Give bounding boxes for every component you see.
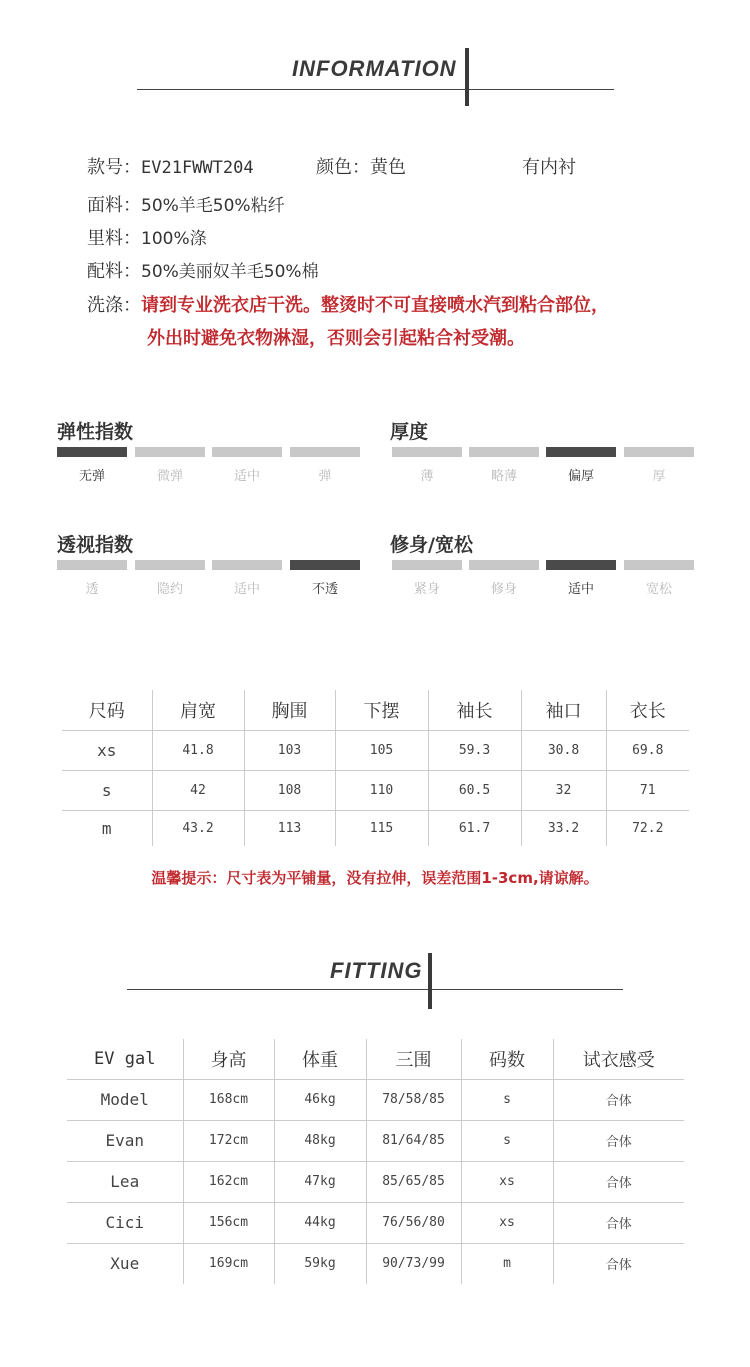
fitting-table-row xyxy=(67,1243,684,1284)
size-cell: 69.8 xyxy=(606,730,689,770)
size-cell: 113 xyxy=(244,810,335,846)
scale-segment xyxy=(392,447,462,457)
style-number-label: 款号： xyxy=(87,157,141,178)
scale-option: 弹 xyxy=(318,469,332,484)
fitting-heading-rule xyxy=(127,989,623,990)
fitting-header-cell: 身高 xyxy=(183,1039,274,1079)
fitting-cell: 172cm xyxy=(183,1120,274,1161)
information-heading-bar xyxy=(465,48,469,106)
scale-option: 不透 xyxy=(311,582,338,597)
scale-option: 微弹 xyxy=(156,469,183,484)
fitting-header-cell: 码数 xyxy=(461,1039,553,1079)
fitting-cell: 156cm xyxy=(183,1202,274,1243)
fitting-cell: 合体 xyxy=(553,1243,684,1284)
size-cell: 110 xyxy=(335,770,428,810)
fitting-cell: xs xyxy=(461,1161,553,1202)
fitting-heading-bar xyxy=(428,953,432,1009)
lining-value: 100%涤 xyxy=(141,229,207,249)
scale-segment xyxy=(212,560,282,570)
scale-segment xyxy=(624,560,694,570)
fitting-cell: 合体 xyxy=(553,1079,684,1120)
fitting-table xyxy=(67,1039,684,1284)
fitting-cell: 合体 xyxy=(553,1120,684,1161)
fitting-cell: xs xyxy=(461,1202,553,1243)
size-cell: xs xyxy=(62,730,152,770)
scale-option: 隐约 xyxy=(156,582,183,597)
size-header-cell: 尺码 xyxy=(62,690,152,730)
size-table-header xyxy=(62,690,689,730)
fitting-cell: 59kg xyxy=(274,1243,366,1284)
size-cell: 41.8 xyxy=(152,730,244,770)
size-header-cell: 肩宽 xyxy=(152,690,244,730)
color-value: 黄色 xyxy=(370,157,406,178)
size-cell: 59.3 xyxy=(428,730,521,770)
scale-option: 薄 xyxy=(420,469,434,484)
scale-option: 宽松 xyxy=(645,582,672,597)
scale-segment xyxy=(135,560,205,570)
size-cell: 42 xyxy=(152,770,244,810)
size-cell: 108 xyxy=(244,770,335,810)
fitting-cell: 90/73/99 xyxy=(366,1243,461,1284)
scale-option: 透 xyxy=(85,582,99,597)
scale-option: 适中 xyxy=(567,582,594,597)
fitting-cell: Lea xyxy=(67,1161,183,1202)
scale-segment xyxy=(469,560,539,570)
scale-segment xyxy=(469,447,539,457)
fabric-value: 50%羊毛50%粘纤 xyxy=(141,196,285,216)
size-header-cell: 衣长 xyxy=(606,690,689,730)
fitting-cell: 合体 xyxy=(553,1161,684,1202)
scale-option: 紧身 xyxy=(413,582,440,597)
fitting-cell: 47kg xyxy=(274,1161,366,1202)
fitting-table-row xyxy=(67,1202,684,1243)
color-label: 颜色： xyxy=(316,157,370,178)
size-header-cell: 胸围 xyxy=(244,690,335,730)
fitting-cell: 48kg xyxy=(274,1120,366,1161)
scale-option: 修身 xyxy=(490,582,517,597)
size-cell: s xyxy=(62,770,152,810)
wash-row xyxy=(87,291,609,317)
scale-option: 偏厚 xyxy=(567,469,594,484)
fitting-header-cell: 体重 xyxy=(274,1039,366,1079)
scale-segment xyxy=(135,447,205,457)
size-cell: 71 xyxy=(606,770,689,810)
fitting-cell: Xue xyxy=(110,1254,140,1274)
wash-label: 洗涤： xyxy=(87,295,141,316)
scale-segment xyxy=(546,560,616,570)
fitting-cell: m xyxy=(461,1243,553,1284)
size-cell: 61.7 xyxy=(428,810,521,846)
fitting-table-row xyxy=(67,1079,684,1120)
scale-title: 透视指数 xyxy=(57,534,134,556)
fitting-cell: Evan xyxy=(67,1120,183,1161)
scale-segment xyxy=(624,447,694,457)
size-cell: 105 xyxy=(335,730,428,770)
size-header-cell: 袖口 xyxy=(521,690,606,730)
scale-option: 略薄 xyxy=(490,469,517,484)
lining-flag: 有内衬 xyxy=(522,157,576,178)
fitting-cell: s xyxy=(461,1120,553,1161)
fitting-table-header xyxy=(67,1039,684,1079)
fabric-row xyxy=(87,191,285,217)
size-table-row xyxy=(62,770,689,810)
scale-segment xyxy=(290,447,360,457)
scale-segment xyxy=(212,447,282,457)
fitting-header-cell: EV gal xyxy=(67,1039,183,1079)
fitting-heading: FITTING xyxy=(330,958,423,983)
lining-row xyxy=(87,224,207,250)
fitting-header-cell: 三围 xyxy=(366,1039,461,1079)
fitting-cell: Cici xyxy=(67,1202,183,1243)
size-cell: 43.2 xyxy=(152,810,244,846)
size-cell: 115 xyxy=(335,810,428,846)
scale-segment xyxy=(546,447,616,457)
style-number-row xyxy=(87,153,254,179)
fitting-table-row xyxy=(67,1161,684,1202)
size-table-row xyxy=(62,730,689,770)
fitting-cell: 168cm xyxy=(183,1079,274,1120)
wash-line-1: 请到专业洗衣店干洗。整烫时不可直接喷水汽到粘合部位， xyxy=(141,295,609,316)
size-cell: 72.2 xyxy=(606,810,689,846)
fitting-cell: 169cm xyxy=(183,1243,274,1284)
fitting-cell: 85/65/85 xyxy=(366,1161,461,1202)
lining-label: 里料： xyxy=(87,228,141,249)
fitting-cell: 46kg xyxy=(274,1079,366,1120)
size-header-cell: 袖长 xyxy=(428,690,521,730)
fitting-cell: 44kg xyxy=(274,1202,366,1243)
size-cell: 33.2 xyxy=(521,810,606,846)
size-cell: m xyxy=(101,818,112,838)
fitting-table-row xyxy=(67,1120,684,1161)
trim-value: 50%美丽奴羊毛50%棉 xyxy=(141,262,319,282)
information-heading: INFORMATION xyxy=(292,56,457,81)
scale-title: 修身/宽松 xyxy=(390,534,473,556)
style-number-value: EV21FWWT204 xyxy=(141,158,254,178)
scale-option: 无弹 xyxy=(78,469,105,484)
fitting-cell: 合体 xyxy=(553,1202,684,1243)
size-table xyxy=(62,690,689,846)
size-header-cell: 下摆 xyxy=(335,690,428,730)
scale-title: 弹性指数 xyxy=(57,421,134,443)
size-cell: 30.8 xyxy=(521,730,606,770)
scale-option: 适中 xyxy=(233,582,260,597)
fitting-cell: 162cm xyxy=(183,1161,274,1202)
size-note: 温馨提示：尺寸表为平铺量，没有拉伸，误差范围1-3cm,请谅解。 xyxy=(151,869,599,887)
scale-option: 厚 xyxy=(652,469,666,484)
fitting-cell: 78/58/85 xyxy=(366,1079,461,1120)
size-cell: 32 xyxy=(521,770,606,810)
fitting-cell: 76/56/80 xyxy=(366,1202,461,1243)
fitting-cell: Model xyxy=(67,1079,183,1120)
color-row xyxy=(316,153,406,179)
size-table-row xyxy=(62,810,689,846)
information-heading-rule xyxy=(137,89,614,90)
fabric-label: 面料： xyxy=(87,195,141,216)
scale-segment xyxy=(392,560,462,570)
size-cell: 60.5 xyxy=(428,770,521,810)
scale-title: 厚度 xyxy=(390,421,429,443)
fitting-cell: s xyxy=(461,1079,553,1120)
size-cell: 103 xyxy=(244,730,335,770)
scale-segment xyxy=(57,560,127,570)
scale-segment xyxy=(57,447,127,457)
trim-row xyxy=(87,257,319,283)
trim-label: 配料： xyxy=(87,261,141,282)
scale-option: 适中 xyxy=(233,469,260,484)
scale-segment xyxy=(290,560,360,570)
fitting-header-cell: 试衣感受 xyxy=(553,1039,684,1079)
wash-line-2: 外出时避免衣物淋湿，否则会引起粘合衬受潮。 xyxy=(147,328,525,349)
fitting-cell: 81/64/85 xyxy=(366,1120,461,1161)
